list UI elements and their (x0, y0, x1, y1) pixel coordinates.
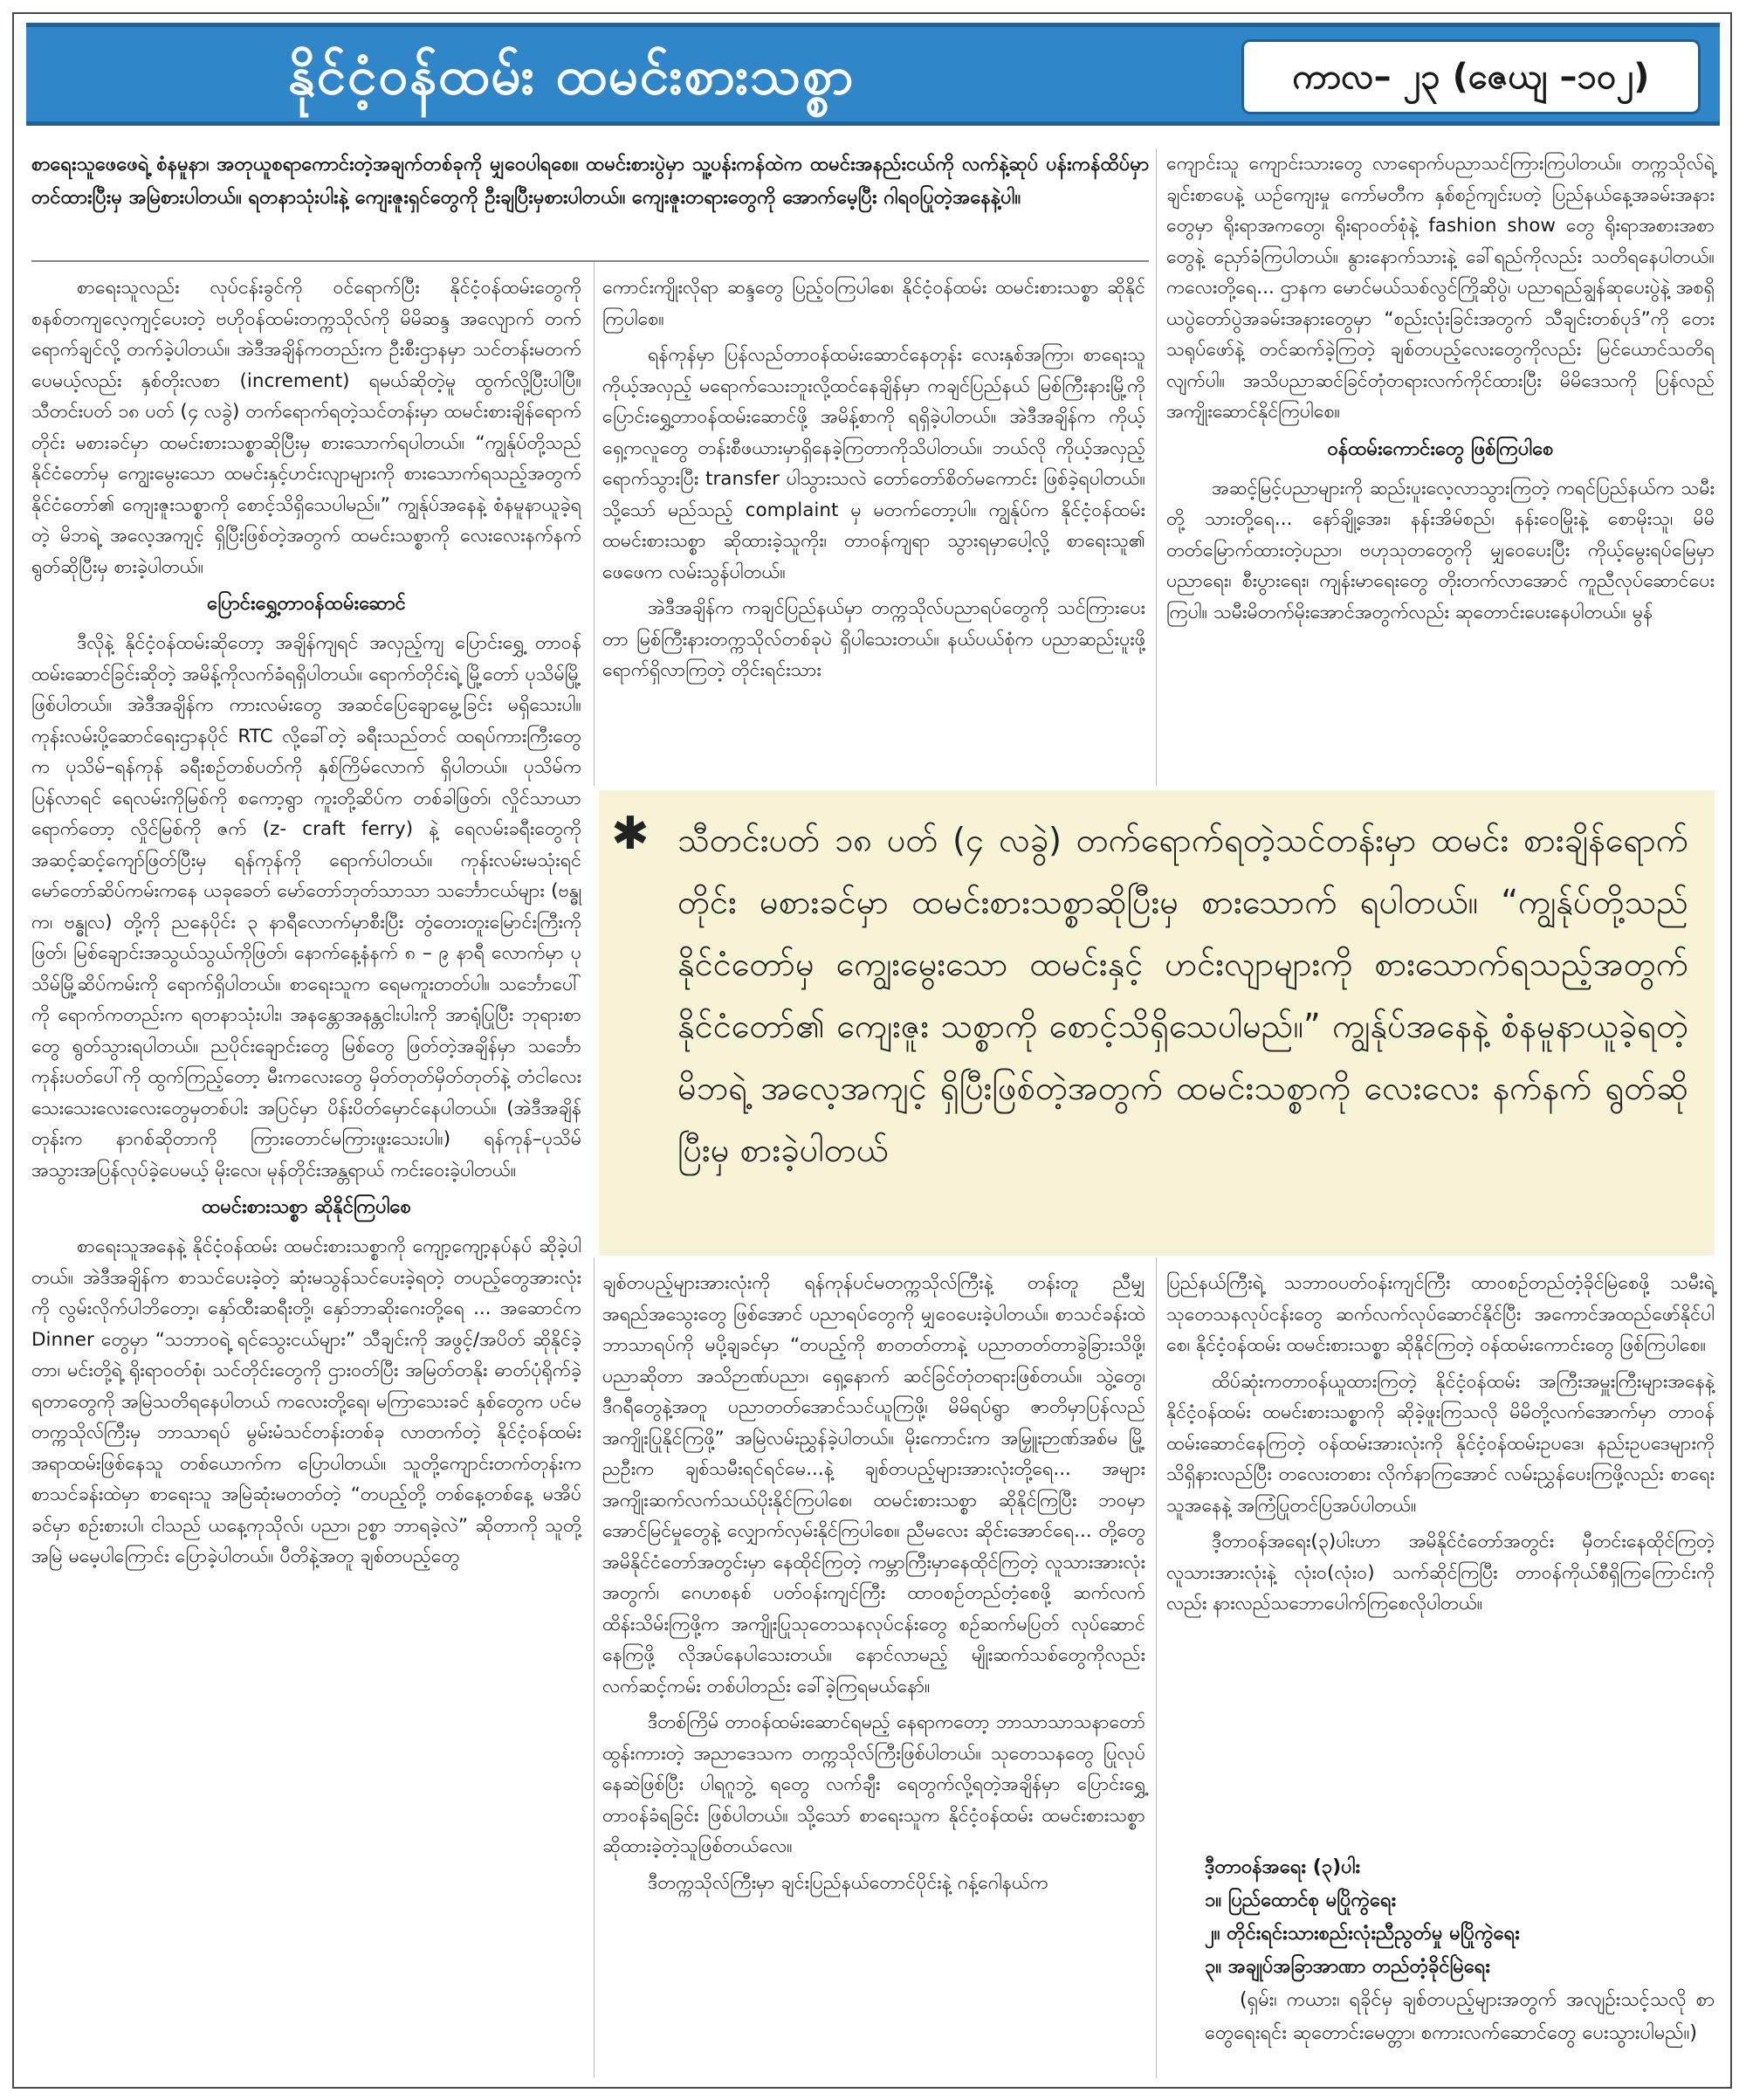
right-subheading-good-staff: ဝန်ထမ်းကောင်းတွေ ဖြစ်ကြပါစေ (1327, 437, 1554, 460)
left-subheading-transfer: ပြောင်းရွှေ့တာဝန်ထမ်းဆောင် (207, 593, 406, 615)
right-bottom-paragraph-3: ဒီ့တာဝန်အရေး(၃)ပါးဟာ အမိနိုင်ငံတော်အတွင်း မှီတင်းနေထိုင်ကြတဲ့ လူသားအားလုံးနဲ့ လုံး၀(လုံး၀) သက်ဆိုင်ကြပြီး တာဝန်ကိုယ်စီရှိကြကြောင်းကိုလည်း နားလည်သဘောပေါက်ကြစေလိုပါတယ်။ (1166, 1531, 1715, 1615)
pull-quote-box (599, 790, 1715, 1256)
right-bottom-paragraph-1: ပြည်နယ်ကြီးရဲ့ သဘာဝပတ်ဝန်းကျင်ကြီး ထာဝစဉ်တည်တံ့ခိုင်မြဲစေဖို့ သမီးရဲ့ သုတေသနလုပ်ငန်းတွေ ဆက်လက်လုပ်ဆောင်နိုင်ပြီး အကောင်အထည်ဖော်နိုင်ပါစေ၊ နိုင်ငံ့ဝန်ထမ်း ထမင်းစားသစ္စာ ဆိုနိုင်ကြတဲ့ ဝန်ထမ်းကောင်းတွေ ဖြစ်ကြပါစေ။ (1166, 1272, 1715, 1356)
middle-bottom-paragraph-2: ဒီတစ်ကြိမ် တာဝန်ထမ်းဆောင်ရမည့် နေရာကတော့ ဘာသာသာသနာတော်ထွန်းကားတဲ့ အညာဒေသက တက္ကသိုလ်ကြီးဖြစ်ပါတယ်။ သုတေသနတွေ ပြုလုပ်နေဆဲဖြစ်ပြီး ပါရဂူဘွဲ့ ရတွေ လက်ချီး ရေတွက်လို့ရတဲ့အချိန်မှာ ပြောင်းရွှေ့တာဝန်ခံရခြင်း ဖြစ်ပါတယ်။ သို့သော် စာရေးသူက နိုင်ငံ့ဝန်ထမ်း ထမင်းစားသစ္စာ ဆိုထားခဲ့တဲ့သူဖြစ်တယ်လေ။ (602, 1711, 1145, 1857)
intro-rule (31, 260, 1149, 262)
closing-note: (ရှမ်း၊ ကယား၊ ရခိုင်မှ ချစ်တပည့်များအတွက် အလျဉ်းသင့်သလို စာတွေရေးရင်း ဆုတောင်းမေတ္တာ၊ စကားလက်ဆောင်တွေ ပေးသွားပါမည်။) (1205, 1989, 1715, 2044)
issue-badge: ကာလ– ၂၃ (ဇေယျ –၁၀၂) (1241, 39, 1701, 114)
masthead-banner (26, 23, 1720, 126)
pull-quote-text: သီတင်းပတ် ၁၈ ပတ် (၄ လခွဲ) တက်ရောက်ရတဲ့သင်တန်းမှာ ထမင်း စားချိန်ရောက်တိုင်း မစားခင်မှာ ထမင်းစားသစ္စာဆိုပြီးမှ စားသောက် ရပါတယ်။ “ကျွန်ုပ်တို့သည် နိုင်ငံတော်မှ ကျွေးမွေးသော ထမင်းနှင့် ဟင်းလျာများကို စားသောက်ရသည့်အတွက် နိုင်ငံတော်၏ ကျေးဇူး သစ္စာကို စောင့်သိရှိသေပါမည်။” ကျွန်ုပ်အနေနဲ့ စံနမူနာယူခဲ့ရတဲ့ မိဘရဲ့ အလေ့အကျင့် ရှိပြီးဖြစ်တဲ့အတွက် ထမင်းသစ္စာကို လေးလေး နက်နက် ရွတ်ဆိုပြီးမှ စားခဲ့ပါတယ် (677, 821, 1688, 1169)
middle-paragraph-3: အဲဒီအချိန်က ကချင်ပြည်နယ်မှာ တက္ကသိုလ်ပညာရပ်တွေကို သင်ကြားပေးတာ မြစ်ကြီးနားတက္ကသိုလ်တစ်ခုပဲ ရှိပါသေးတယ်။ နယ်ပယ်စုံက ပညာဆည်းပူးဖို့ ရောက်ရှိလာကြတဲ့ တိုင်းရင်းသား (602, 597, 1145, 681)
middle-paragraph-1: ကောင်းကျိုးလိုရာ ဆန္ဒတွေ ပြည့်ဝကြပါစေ၊ နိုင်ငံ့ဝန်ထမ်း ထမင်းစားသစ္စာ ဆိုနိုင်ကြပါစေ။ (602, 277, 1145, 330)
duty-item: ၁။ ပြည်ထောင်စု မပြိုကွဲရေး (1205, 1890, 1397, 1911)
right-column-top (1166, 148, 1715, 633)
left-column (31, 272, 581, 1578)
duty-item: ၃။ အချုပ်အခြာအာဏာ တည်တံ့ခိုင်မြဲရေး (1205, 1956, 1490, 1978)
column-divider-4 (1156, 1257, 1157, 2078)
asterisk-icon: ✱ (611, 808, 650, 860)
middle-paragraph-2: ရန်ကုန်မှာ ပြန်လည်တာဝန်ထမ်းဆောင်နေတုန်း လေးနှစ်အကြာ၊ စာရေးသူ ကိုယ့်အလှည့် မရောက်သေးဘူးလို့ထင်နေချိန်မှာ ကချင်ပြည်နယ် မြစ်ကြီးနားမြို့ကို ပြောင်းရွှေ့တာဝန်ထမ်းဆောင်ဖို့ အမိန့်စာကို ရရှိခဲ့ပါတယ်။ အဲဒီအချိန်က ကိုယ့်ရှေ့ကလူတွေ တန်းစီဖယားမှာရှိနေခဲ့ကြတာကိုသိပါတယ်။ ဘယ်လို ကိုယ့်အလှည့်ရောက်သွားပြီး transfer ပါသွားသလဲ တော်တော်စိတ်မကောင်း ဖြစ်ခဲ့ရပါတယ်။ သို့သော် မည်သည့် complaint မှ မတက်တော့ပါ။ ကျွန်ုပ်က နိုင်ငံ့ဝန်ထမ်း ထမင်းစားသစ္စာ ဆိုထားခဲ့သူကိုး၊ တာဝန်ကျရာ သွားရမှာပေါ့လို့ စာရေးသူ၏ ဖေဖေက လမ်းသွန်ပါတယ်။ (602, 344, 1145, 583)
column-divider-1 (594, 262, 595, 786)
article-title: နိုင်ငံ့ဝန်ထမ်း ထမင်းစားသစ္စာ (288, 45, 856, 107)
left-paragraph-1: စာရေးသူလည်း လုပ်ငန်းခွင်ကို ဝင်ရောက်ပြီး နိုင်ငံ့ဝန်ထမ်းတွေကို စနစ်တကျလေ့ကျင့်ပေးတဲ့ ဗဟိုဝန်ထမ်းတက္ကသိုလ်ကို မိမိဆန္ဒ အလျောက် တက်ရောက်ချင်လို့ တက်ခဲ့ပါတယ်။ အဲဒီအချိန်ကတည်းက ဦးစီးဌာနမှာ သင်တန်းမတက်ပေမယ့်လည်း နှစ်တိုးလစာ (increment) ရမယ်ဆိုတဲ့မူ ထွက်လို့ပြီးပါပြီ။ သီတင်းပတ် ၁၈ ပတ် (၄ လခွဲ) တက်ရောက်ရတဲ့သင်တန်းမှာ ထမင်းစားချိန်ရောက်တိုင်း မစားခင်မှာ ထမင်းစားသစ္စာဆိုပြီးမှ စားသောက်ရပါတယ်။ “ကျွန်ုပ်တို့သည် နိုင်ငံတော်မှ ကျွေးမွေးသော ထမင်းနှင့်ဟင်းလျာများကို စားသောက်ရသည့်အတွက် နိုင်ငံတော်၏ ကျေးဇူးသစ္စာကို စောင့်သိရှိသေပါမည်။” ကျွန်ုပ်အနေနဲ့ စံနမူနာယူခဲ့ရတဲ့ မိဘရဲ့ အလေ့အကျင့် ရှိပြီးဖြစ်တဲ့အတွက် ထမင်းသစ္စာကို လေးလေးနက်နက် ရွတ်ဆိုပြီးမှ စားခဲ့ပါတယ်။ (31, 277, 581, 578)
column-divider-3 (594, 1257, 595, 2078)
middle-column-top (602, 272, 1145, 692)
middle-column-bottom (602, 1268, 1145, 1904)
middle-bottom-paragraph-3: ဒီတက္ကသိုလ်ကြီးမှာ ချင်းပြည်နယ်တောင်ပိုင်းနဲ့ ဂန့်ဂေါနယ်က (648, 1871, 1048, 1894)
right-paragraph-2: အဆင့်မြင့်ပညာများကို ဆည်းပူးလေ့လာသွားကြတဲ့ ကရင်ပြည်နယ်က သမီးတို့ သားတို့ရေ... နော်ချို့အေး၊ နန်းအိမ်စည်၊ နန်းဝေမြိုးနဲ့ စောမိုးသူ၊ မိမိတတ်မြောက်ထားတဲ့ပညာ၊ ဗဟုသုတတွေကို မျှဝေပေးပြီး ကိုယ့်မွေးရပ်မြေမှာ ပညာရေး၊ စီးပွားရေး၊ ကျန်းမာရေးတွေ တိုးတက်လာအောင် ကူညီလုပ်ဆောင်ပေးကြပါ။ သမီးမိတက်မိုးအောင်အတွက်လည်း ဆုတောင်းပေးနေပါတယ်။ မွန် (1166, 477, 1715, 623)
column-divider-2 (1156, 148, 1157, 786)
right-bottom-paragraph-2: ထိပ်ဆုံးကတာဝန်ယူထားကြတဲ့ နိုင်ငံ့ဝန်ထမ်း အကြီးအမှူးကြီးများအနေနဲ့ နိုင်ငံ့ဝန်ထမ်း ထမင်းစားသစ္စာကို ဆိုခဲ့ဖူးကြသလို မိမိတို့လက်အောက်မှာ တာဝန်ထမ်းဆောင်နေကြတဲ့ ဝန်ထမ်းအားလုံးကို နိုင်ငံ့ဝန်ထမ်းဥပဒေ၊ နည်းဥပဒေများကို သိရှိနားလည်ပြီး တလေးတစား လိုက်နာကြအောင် လမ်းညွှန်ပေးကြဖို့လည်း စာရေးသူအနေနဲ့ အကြံပြုတင်ပြအပ်ပါတယ်။ (1166, 1370, 1715, 1517)
middle-bottom-paragraph-1: ချစ်တပည့်များအားလုံးကို ရန်ကုန်ပင်မတက္ကသိုလ်ကြီးနဲ့ တန်းတူ ညီမျှ အရည်အသွေးတွေ ဖြစ်အောင် ပညာရပ်တွေကို မျှဝေပေးခဲ့ပါတယ်။ စာသင်ခန်းထဲ ဘာသာရပ်ကို မပို့ချခင်မှာ “တပည့်ကို စာတတ်တာနဲ့ ပညာတတ်တာခွဲခြားသိဖို့၊ ပညာဆိုတာ အသိဉာဏ်ပညာ၊ ရှေ့နောက် ဆင်ခြင်တုံတရားဖြစ်တယ်။ သွဲ့တွေ၊ ဒီဂရီတွေနဲ့အတူ ပညာတတ်အောင်သင်ယူကြဖို့၊ မိမိရပ်ရွာ ဇာတိမှာပြန်လည်အကျိုးပြုနိုင်ကြဖို့” အမြဲလမ်းညွှန်ခဲ့ပါတယ်။ မိုးကောင်းက အမြှူးဉာဏ်အစ်မ မြို့ညဦးက ချစ်သမီးရင်ရင်မေ...နဲ့ ချစ်တပည့်များအားလုံးတို့ရေ... အများအကျိုးဆက်လက်သယ်ပိုးနိုင်ကြပါစေ၊ ထမင်းစားသစ္စာ ဆိုနိုင်ကြပြီး ဘဝမှာ အောင်မြင်မှုတွေနဲ့ လျှောက်လှမ်းနိုင်ကြပါစေ။ ညီမလေး ဆိုင်းအောင်ရေ... တို့တွေ အမိနိုင်ငံတော်အတွင်းမှာ နေထိုင်ကြတဲ့ ကမ္ဘာကြီးမှာနေထိုင်ကြတဲ့ လူသားအားလုံးအတွက်၊ ဂေဟစနစ် ပတ်ဝန်းကျင်ကြီး ထာဝစဉ်တည်တံ့စေဖို့ ဆက်လက် ထိန်းသိမ်းကြဖို့က အကျိုးပြုသုတေသနလုပ်ငန်းတွေ စဉ်ဆက်မပြတ် လုပ်ဆောင်နေကြဖို့ လိုအပ်နေပါသေးတယ်။ နောင်လာမည့် မျိုးဆက်သစ်တွေကိုလည်း လက်ဆင့်ကမ်း တစ်ပါတည်း ခေါ်ခဲ့ကြရမယ်နော်။ (602, 1272, 1145, 1697)
duty-item: ၂။ တိုင်းရင်းသားစည်းလုံးညီညွတ်မှု မပြိုကွဲရေး (1205, 1923, 1520, 1945)
duties-heading: ဒီ့တာဝန်အရေး (၃)ပါး (1205, 1856, 1361, 1878)
left-subheading-pledge: ထမင်းစားသစ္စာ ဆိုနိုင်ကြပါစေ (202, 1196, 411, 1218)
intro-paragraph: စာရေးသူဖေဖေရဲ့ စံနမူနာ၊ အတုယူစရာကောင်းတဲ့အချက်တစ်ခုကို မျှဝေပါရစေ။ ထမင်းစားပွဲမှာ သူ့ပန်းကန်ထဲက ထမင်းအနည်းငယ်ကို လက်နဲ့ဆုပ် ပန်းကန်ထိပ်မှာ တင်ထားပြီးမှ အမြဲစားပါတယ်။ ရတနာသုံးပါးနဲ့ ကျေးဇူးရှင်တွေကို ဦးချပြီးမှစားပါတယ်။ ကျေးဇူးတရားတွေကို အောက်မေ့ပြီး ဂါရဝပြုတဲ့အနေနဲ့ပါ။ (31, 154, 1149, 209)
duties-list (1205, 1851, 1715, 2050)
right-column-bottom (1166, 1268, 1715, 1625)
right-paragraph-1: ကျောင်းသူ ကျောင်းသားတွေ လာရောက်ပညာသင်ကြားကြပါတယ်။ တက္ကသိုလ်ရဲ့ ချင်းစာပေနဲ့ ယဉ်ကျေးမှု ကော်မတီက နှစ်စဉ်ကျင်းပတဲ့ ပြည်နယ်နေ့အခမ်းအနားတွေမှာ ရိုးရာအကတွေ၊ ရိုးရာဝတ်စုံနဲ့ fashion show တွေ ရိုးရာအစားအစာတွေနဲ့ ညှော်ခံကြပါတယ်။ နွားနောက်သားနဲ့ ခေါ်ရည်ကိုလည်း သတိရနေပါတယ်။ ကလေးတို့ရေ... ဌာနက မောင်မယ်သစ်လွင်ကြိုဆိုပွဲ၊ ပညာရည်ချွန်ဆုပေးပွဲနဲ့ အစရှိယပွဲတော်ပွဲအခမ်းအနားတွေမှာ “စည်းလုံးခြင်းအတွက် သီချင်းတစ်ပုဒ်”ကို တေးသရုပ်ဖော်နဲ့ တင်ဆက်ခဲ့ကြတဲ့ ချစ်တပည့်လေးတွေကိုလည်း မြင်ယောင်သတိရလျက်ပါ။ အသိပညာဆင်ခြင်တုံတရားလက်ကိုင်ထားပြီး မိမိဒေသကို ပြန်လည်အကျိုးဆောင်နိုင်ကြပါစေ။ (1166, 153, 1715, 423)
left-paragraph-2: ဒီလိုနဲ့ နိုင်ငံ့ဝန်ထမ်းဆိုတော့ အချိန်ကျရင် အလှည့်ကျ ပြောင်းရွှေ့ တာဝန်ထမ်းဆောင်ခြင်းဆိုတဲ့ အမိန့်ကိုလက်ခံရရှိပါတယ်။ ရောက်တိုင်းရဲ့ မြို့တော် ပုသိမ်မြို့ ဖြစ်ပါတယ်။ အဲဒီအချိန်က ကားလမ်းတွေ အဆင်ပြေချောမွေ့ခြင်း မရှိသေးပါ။ ကုန်းလမ်းပို့ဆောင်ရေးဌာနပိုင် RTC လို့ခေါ်တဲ့ ခရီးသည်တင် ထရပ်ကားကြီးတွေက ပုသိမ်–ရန်ကုန် ခရီးစဉ်တစ်ပတ်ကို နှစ်ကြိမ်လောက် ရှိပါတယ်။ ပုသိမ်က ပြန်လာရင် ရေလမ်းကိုမြစ်ကို စကော့ရွာ ကူးတို့ဆိပ်က တစ်ခါဖြတ်၊ လှိုင်သာယာရောက်တော့ လှိုင်မြစ်ကို ဇက် (z- craft ferry) နဲ့ ရေလမ်းခရီးတွေကို အဆင့်ဆင့်ကျော်ဖြတ်ပြီးမှ ရန်ကုန်ကို ရောက်ပါတယ်။ ကုန်းလမ်းမသုံးရင် မော်တော်ဆိပ်ကမ်းကနေ ယခုခေတ် မော်တော်ဘုတ်သာသာ သင်္ဘောငယ်များ (ဗန္ဓုက၊ ဗန္ဓုလ) တို့ကို ညနေပိုင်း ၃ နာရီလောက်မှာစီးပြီး တွံတေးတူးမြောင်းကြီးကိုဖြတ်၊ မြစ်ချောင်းအသွယ်သွယ်ကိုဖြတ်၊ နောက်နေ့နံနက် ၈ – ၉ နာရီ လောက်မှာ ပုသိမ်မြို့ဆိပ်ကမ်းကို ရောက်ရှိပါတယ်။ စာရေးသူက ရေမကူးတတ်ပါ။ သင်္ဘောပေါ်ကို ရောက်ကတည်းက ရတနာသုံးပါး၊ အနန္တောအနန္တငါးပါးကို အာရုံပြုပြီး ဘုရားစာတွေ ရွတ်သွားရပါတယ်။ ညပိုင်းချောင်းတွေ မြစ်တွေ ဖြတ်တဲ့အချိန်မှာ သင်္ဘောကုန်းပတ်ပေါ်ကို ထွက်ကြည့်တော့ မီးကလေးတွေ မှိတ်တုတ်မှိတ်တုတ်နဲ့ တံငါလေးသေးသေးလေးလေးတွေမှတစ်ပါး အပြင်မှာ ပိန်းပိတ်မှောင်နေပါတယ်။ (အဲဒီအချိန်တုန်းက နာဂစ်ဆိုတာကို ကြားတောင်မကြားဖူးသေးပါ။) ရန်ကုန်–ပုသိမ် အသွားအပြန်လုပ်ခဲ့ပေမယ့် မိုးလေ၊ မုန်တိုင်းအန္တရာယ် ကင်းဝေးခဲ့ပါတယ်။ (31, 632, 581, 1181)
left-paragraph-3: စာရေးသူအနေနဲ့ နိုင်ငံ့ဝန်ထမ်း ထမင်းစားသစ္စာကို ကျော့ကျော့နပ်နပ် ဆိုခဲ့ပါတယ်။ အဲဒီအချိန်က စာသင်ပေးခဲ့တဲ့ ဆုံးမသွန်သင်ပေးခဲ့ရတဲ့ တပည့်တွေအားလုံးကို လွမ်းလိုက်ပါဘိတော့၊ နှော်ထီးဆရီးတို့၊ နှော်ဘာဆိုးဂေးတို့ရေ ... အဆောင်က Dinner တွေမှာ “သဘာဝရဲ့ ရင်သွေးငယ်များ” သီချင်းကို အဖွင့်/အပိတ် ဆိုနိုင်ခဲ့တာ၊ မင်းတို့ရဲ့ ရိုးရာဝတ်စုံ၊ သင်တိုင်းတွေကို ဌားဝတ်ပြီး အမြတ်တနိုး ဓာတ်ပုံရိုက်ခဲ့ ရတာတွေကို အမြဲသတိရနေပါတယ် ကလေးတို့ရေ၊ မကြာသေးခင် နှစ်တွေက ပင်မတက္ကသိုလ်ကြီးမှ ဘာသာရပ် မွမ်းမံသင်တန်းတစ်ခု လာတက်တဲ့ နိုင်ငံ့ဝန်ထမ်း အရာထမ်းဖြစ်နေသူ တစ်ယောက်က ပြောပါတယ်။ သူတို့ကျောင်းတက်တုန်းက စာသင်ခန်းထဲမှာ စာရေးသူ အမြဲဆုံးမတတ်တဲ့ “တပည့်တို့ တစ်နေ့တစ်နေ့ မအိပ်ခင်မှာ စဉ်းစားပါ၊ ငါသည် ယနေ့ကုသိုလ်၊ ပညာ၊ ဥစ္စာ ဘာရခဲ့လဲ” ဆိုတာကို သူတို့ အမြဲ မမေ့ပါကြောင်း ပြောခဲ့ပါတယ်။ ပီတိနဲ့အတူ ချစ်တပည့်တွေ (31, 1236, 581, 1567)
